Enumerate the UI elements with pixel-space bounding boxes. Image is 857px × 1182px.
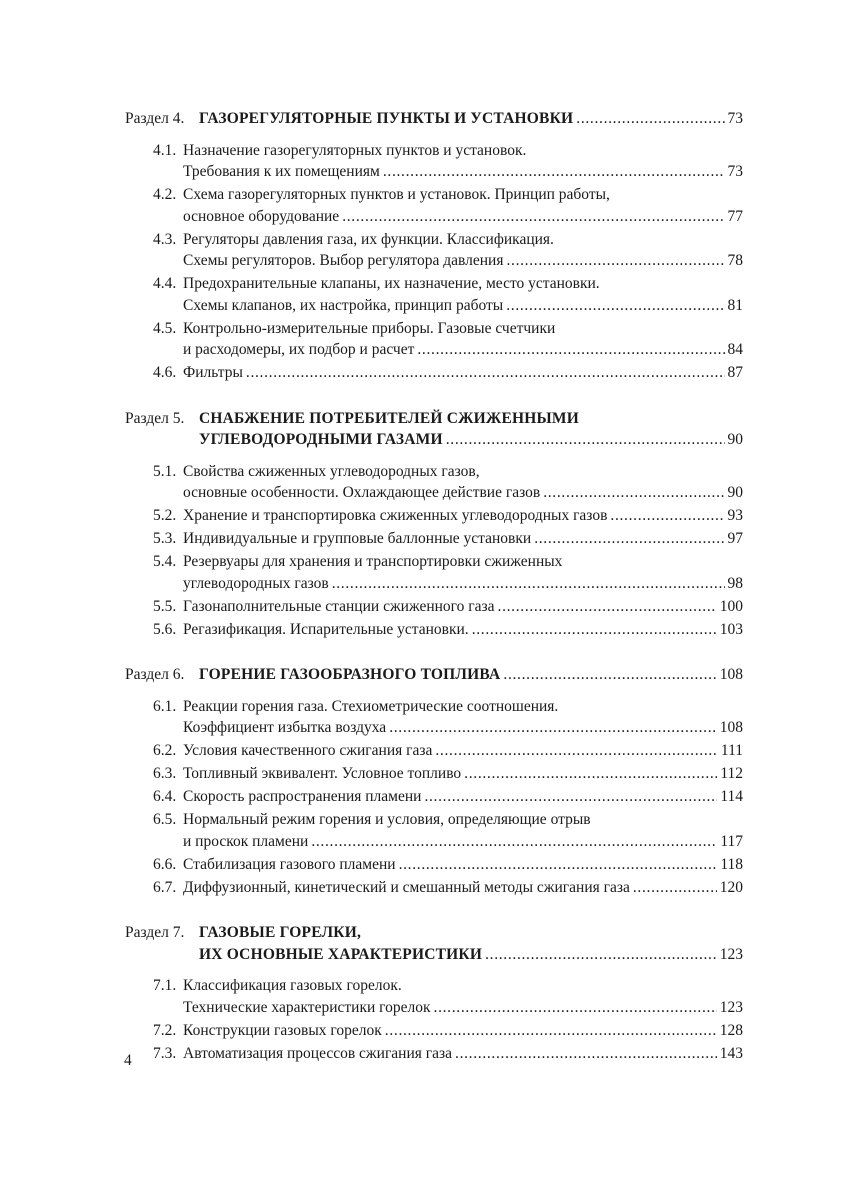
entry-number: 6.4. [153, 788, 177, 805]
entry-title: Автоматизация процессов сжигания газа [183, 1044, 453, 1062]
toc-entry-line [125, 505, 743, 527]
toc-entry [125, 140, 743, 183]
dot-leader [385, 1020, 717, 1042]
toc-entry-line [125, 596, 743, 618]
entry-title: и проскок пламени [183, 832, 309, 850]
entry-title: Свойства сжиженных углеводородных газов, [183, 462, 480, 480]
entry-number: 5.5. [153, 597, 177, 615]
entry-title: углеводородных газов [183, 574, 329, 592]
toc-entry-line [125, 877, 743, 899]
toc-entry [125, 318, 743, 361]
entry-title: Нормальный режим горения и условия, определяющие отрыв [183, 811, 591, 828]
dot-leader [464, 763, 717, 785]
entry-title: и расходомеры, их подбор и расчет [183, 341, 415, 358]
entry-page-number: 123 [719, 998, 743, 1016]
entry-number: 4.6. [153, 364, 177, 381]
entry-title: Хранение и транспортировка сжиженных углеводородных газов [183, 507, 608, 524]
toc-section [125, 664, 743, 898]
toc-entry-line [125, 619, 743, 641]
entry-title: Условия качественного сжигания газа [183, 742, 433, 759]
toc-entry-line [125, 740, 743, 762]
toc-entry [125, 362, 743, 384]
entry-number: 6.7. [153, 878, 177, 896]
entry-page-number: 87 [727, 364, 743, 381]
toc-entry-line [125, 997, 743, 1019]
entry-number: 5.1. [153, 462, 177, 480]
dot-leader [543, 482, 724, 504]
section-prefix: Раздел 4. [125, 110, 185, 127]
entry-page-number: 112 [720, 765, 743, 782]
toc-entry-line [125, 786, 743, 808]
section-prefix: Раздел 5. [125, 409, 185, 427]
toc-entry-line [125, 696, 743, 718]
entry-title: Требования к их помещениям [183, 163, 380, 180]
section-page-number: 73 [727, 110, 743, 127]
entry-title: основные особенности. Охлаждающее действие газов [183, 484, 541, 501]
entry-title: Регуляторы давления газа, их функции. Классификация. [183, 230, 554, 248]
toc-entry [125, 619, 743, 641]
dot-leader [246, 362, 725, 384]
entry-title: Фильтры [183, 364, 243, 381]
toc-entry-line [125, 1020, 743, 1042]
section-prefix: Раздел 6. [125, 666, 185, 683]
dot-leader [485, 944, 717, 966]
toc-entry-line [125, 1043, 743, 1065]
toc-section [125, 108, 743, 384]
entry-title: Топливный эквивалент. Условное топливо [183, 765, 462, 782]
entry-number: 4.5. [153, 319, 177, 337]
dot-leader [389, 717, 717, 739]
section-heading [125, 922, 743, 965]
dot-leader [455, 1043, 717, 1065]
entry-number: 4.4. [153, 275, 177, 292]
section-heading [125, 664, 743, 686]
section-heading-line [125, 108, 743, 130]
entry-page-number: 114 [720, 788, 743, 805]
section-title: ГОРЕНИЕ ГАЗООБРАЗНОГО ТОПЛИВА [199, 666, 501, 683]
entry-page-number: 108 [719, 719, 743, 736]
dot-leader [417, 339, 724, 361]
entry-title: Технические характеристики горелок [183, 998, 431, 1016]
entry-page-number: 98 [727, 574, 743, 592]
toc-entry-line [125, 763, 743, 785]
dot-leader [610, 505, 724, 527]
section-heading-line [125, 922, 743, 944]
dot-leader [332, 573, 725, 595]
entry-title: Регазификация. Испарительные установки. [183, 620, 469, 638]
entry-page-number: 90 [727, 484, 743, 501]
toc-entry [125, 1020, 743, 1042]
section-page-number: 108 [719, 666, 743, 683]
entry-page-number: 73 [727, 163, 743, 180]
toc-entry-line [125, 573, 743, 595]
entry-title: Классификация газовых горелок. [183, 977, 402, 994]
section-title: ГАЗОРЕГУЛЯТОРНЫЕ ПУНКТЫ И УСТАНОВКИ [199, 110, 574, 127]
entry-page-number: 128 [719, 1021, 743, 1039]
entry-title: Стабилизация газового пламени [183, 855, 396, 873]
entry-title: Схемы клапанов, их настройка, принцип работы [183, 296, 504, 314]
section-page-number: 123 [719, 945, 743, 963]
entry-title: основное оборудование [183, 207, 340, 225]
toc-entry [125, 184, 743, 227]
toc-entry [125, 1043, 743, 1065]
section-heading [125, 108, 743, 130]
entry-number: 7.3. [153, 1044, 177, 1062]
section-heading-line [125, 944, 743, 966]
entry-page-number: 93 [727, 507, 743, 524]
dot-leader [506, 250, 724, 272]
toc-section [125, 408, 743, 641]
section-heading-line [125, 429, 743, 451]
entry-page-number: 77 [727, 207, 743, 225]
toc-entry-line [125, 461, 743, 483]
entry-page-number: 143 [719, 1044, 743, 1062]
entry-page-number: 117 [720, 832, 743, 850]
dot-leader [498, 596, 717, 618]
entry-number: 4.3. [153, 230, 177, 248]
dot-leader [424, 786, 717, 808]
entry-title: Схема газорегуляторных пунктов и установок. Принцип работы, [183, 186, 610, 203]
dot-leader [506, 295, 724, 317]
toc-entry-line [125, 140, 743, 162]
entry-number: 4.2. [153, 186, 177, 203]
entry-number: 5.3. [153, 530, 177, 547]
toc-entry-line [125, 831, 743, 853]
entry-page-number: 120 [719, 878, 743, 896]
toc-entry-line [125, 318, 743, 340]
toc-entry-line [125, 273, 743, 295]
toc-entry-line [125, 206, 743, 228]
toc-entry [125, 273, 743, 316]
section-heading-line [125, 408, 743, 430]
entry-title: Резервуары для хранения и транспортировки сжиженных [183, 553, 563, 570]
toc-entry-line [125, 184, 743, 206]
toc-entry-line [125, 528, 743, 550]
toc-entry-line [125, 250, 743, 272]
toc-section [125, 922, 743, 1064]
section-title: УГЛЕВОДОРОДНЫМИ ГАЗАМИ [199, 431, 443, 448]
entry-title: Предохранительные клапаны, их назначение, место установки. [183, 275, 600, 292]
entry-page-number: 84 [727, 341, 743, 358]
entry-number: 6.3. [153, 765, 177, 782]
entry-page-number: 111 [720, 742, 743, 759]
entry-number: 6.2. [153, 742, 177, 759]
entry-title: Реакции горения газа. Стехиометрические соотношения. [183, 697, 559, 715]
toc-entry [125, 229, 743, 272]
toc-entry-line [125, 339, 743, 361]
entry-title: Коэффициент избытка воздуха [183, 719, 387, 736]
entry-title: Конструкции газовых горелок [183, 1021, 382, 1039]
dot-leader [383, 161, 725, 183]
toc-entry-line [125, 809, 743, 831]
dot-leader [576, 108, 724, 130]
entry-number: 7.2. [153, 1021, 177, 1039]
toc-entry [125, 551, 743, 594]
toc-entry [125, 763, 743, 785]
entry-title: Газонаполнительные станции сжиженного газа [183, 597, 495, 615]
entry-number: 7.1. [153, 977, 177, 994]
toc-entry [125, 786, 743, 808]
section-heading [125, 408, 743, 451]
section-prefix: Раздел 7. [125, 924, 185, 941]
entry-page-number: 81 [727, 296, 743, 314]
toc-entry [125, 854, 743, 876]
entry-title: Схемы регуляторов. Выбор регулятора давления [183, 252, 504, 269]
dot-leader [534, 528, 724, 550]
entry-title: Индивидуальные и групповые баллонные установки [183, 530, 532, 547]
entry-number: 4.1. [153, 141, 177, 159]
toc-entry [125, 877, 743, 899]
dot-leader [446, 429, 725, 451]
toc-entry-line [125, 717, 743, 739]
toc-entry [125, 461, 743, 504]
toc-entry-line [125, 229, 743, 251]
entry-number: 5.6. [153, 620, 177, 638]
dot-leader [342, 206, 724, 228]
entry-title: Скорость распространения пламени [183, 788, 422, 805]
section-title: ИХ ОСНОВНЫЕ ХАРАКТЕРИСТИКИ [199, 945, 483, 963]
dot-leader [311, 831, 717, 853]
dot-leader [434, 997, 717, 1019]
toc-entry-line [125, 295, 743, 317]
entry-number: 6.6. [153, 855, 177, 873]
toc-entry [125, 528, 743, 550]
section-title: СНАБЖЕНИЕ ПОТРЕБИТЕЛЕЙ СЖИЖЕННЫМИ [199, 409, 580, 427]
entry-number: 5.4. [153, 553, 177, 570]
entry-page-number: 78 [727, 252, 743, 269]
entry-number: 6.5. [153, 811, 177, 828]
toc-entry-line [125, 482, 743, 504]
toc-entry-line [125, 854, 743, 876]
toc-entry-line [125, 975, 743, 997]
dot-leader [435, 740, 718, 762]
toc-entry [125, 740, 743, 762]
toc-entry [125, 809, 743, 852]
entry-page-number: 118 [720, 855, 743, 873]
dot-leader [503, 664, 716, 686]
entry-page-number: 97 [727, 530, 743, 547]
toc-entry-line [125, 161, 743, 183]
table-of-contents [125, 108, 743, 1088]
entry-title: Диффузионный, кинетический и смешанный методы сжигания газа [183, 878, 630, 896]
entry-number: 6.1. [153, 697, 177, 715]
entry-title: Контрольно-измерительные приборы. Газовые счетчики [183, 319, 556, 337]
dot-leader [633, 877, 717, 899]
entry-title: Назначение газорегуляторных пунктов и установок. [183, 141, 527, 159]
section-title: ГАЗОВЫЕ ГОРЕЛКИ, [199, 924, 362, 941]
toc-entry [125, 975, 743, 1018]
toc-entry [125, 596, 743, 618]
toc-entry [125, 505, 743, 527]
entry-page-number: 103 [719, 620, 743, 638]
dot-leader [472, 619, 717, 641]
section-heading-line [125, 664, 743, 686]
toc-entry-line [125, 551, 743, 573]
page-number: 4 [124, 1052, 132, 1069]
toc-entry-line [125, 362, 743, 384]
section-page-number: 90 [727, 431, 743, 448]
entry-number: 5.2. [153, 507, 177, 524]
entry-page-number: 100 [719, 597, 743, 615]
dot-leader [399, 854, 718, 876]
toc-entry [125, 696, 743, 739]
